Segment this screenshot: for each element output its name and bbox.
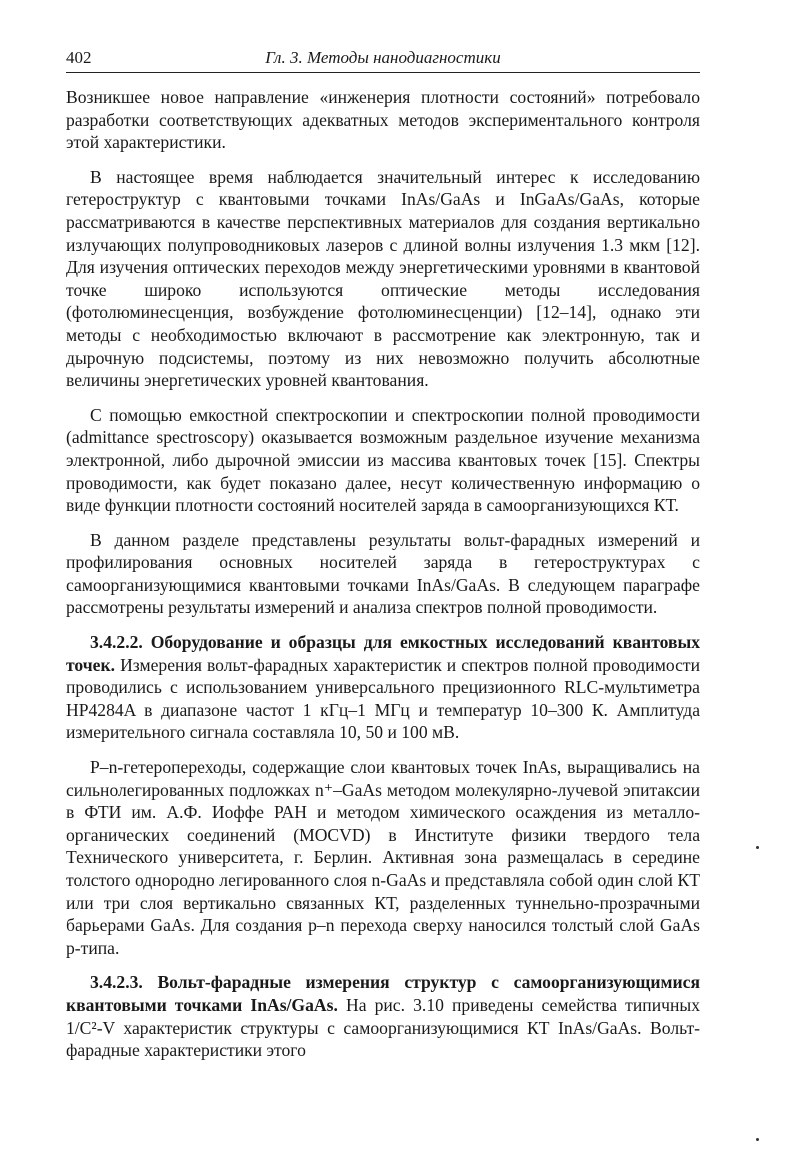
paragraph (66, 529, 700, 619)
paragraph-text: В данном разделе представлены результаты вольт-фарадных измерений и профилирования основных носителей заряда в гетероструктурах с самоорганизующимися квантовыми точками InAs/GaAs. В следующем параграфе рассмотрены результаты измерений и анализа спектров полной проводимости. (66, 529, 700, 618)
scan-speck (756, 846, 759, 849)
section-title: Вольт-фарадные измерения структур с самоорганизующимися квантовыми точками InAs/GaAs. (66, 972, 700, 1015)
page-header (66, 44, 700, 73)
paragraph-text: На рис. 3.10 приведены семейства типичных 1/C²-V характеристик структуры с самоорганизующимися КТ InAs/GaAs. Вольт-фарадные характеристики этого (66, 994, 700, 1061)
paragraph-text: P–n-гетеропереходы, содержащие слои квантовых точек InAs, выращивались на сильнолегированных подложках n⁺–GaAs методом молекулярно-лучевой эпитаксии в ФТИ им. А.Ф. Иоффе РАН и методом химического осаждения из металло-органических соединений (MOCVD) в Институте физики твердого тела Технического университета, г. Берлин. Активная зона размещалась в середине толстого однородно легированного слоя n-GaAs и представляла собой один слой КТ или три слоя вертикально связанных КТ, разделенных туннельно-прозрачными барьерами GaAs. Для создания p–n перехода сверху наносился толстый слой GaAs p-типа. (66, 757, 700, 958)
paragraph-text: Возникшее новое направление «инженерия плотности состояний» потребовало разработки соответствующих адекватных методов экспериментального контроля этой характеристики. (66, 87, 700, 153)
running-title: Гл. 3. Методы нанодиагностики (265, 48, 501, 67)
page-body (66, 86, 700, 1074)
page-number: 402 (66, 48, 92, 67)
paragraph-text: В настоящее время наблюдается значительный интерес к исследованию гетероструктур с квантовыми точками InAs/GaAs и InGaAs/GaAs, которые рассматриваются в качестве перспективных материалов для создания вертикально излучающих полупроводниковых лазеров с длиной волны излучения 1.3 мкм [12]. Для изучения оптических переходов между энергетическими уровнями в квантовой точке широко используются оптические методы исследования (фотолюминесценция, возбуждение фотолюминесценции) [12–14], однако эти методы с необходимостью включают в рассмотрение как электронную, так и дырочную подсистемы, поэтому из них невозможно получить абсолютные величины энергетических уровней квантования. (66, 166, 700, 391)
paragraph (66, 166, 700, 392)
paragraph (66, 404, 700, 517)
section-paragraph (66, 631, 700, 744)
section-paragraph (66, 971, 700, 1061)
paragraph (66, 86, 700, 154)
section-title: Оборудование и образцы для емкостных исследований квантовых точек. (66, 632, 701, 675)
section-number: 3.4.2.3. (90, 972, 143, 993)
paragraph-text: С помощью емкостной спектроскопии и спектроскопии полной проводимости (admittance spectroscopy) оказывается возможным раздельное изучение механизма электронной, либо дырочной эмиссии из массива квантовых точек [15]. Спектры проводимости, как будет показано далее, несут количественную информацию о виде функции плотности состояний носителей заряда в самоорганизующихся КТ. (66, 404, 700, 516)
section-number: 3.4.2.2. (90, 632, 143, 653)
scan-speck (756, 1138, 759, 1141)
paragraph (66, 756, 700, 959)
paragraph-text: Измерения вольт-фарадных характеристик и спектров полной проводимости проводились с использованием универсального прецизионного RLC-мультиметра HP4284A в диапазоне частот 1 кГц–1 МГц и температур 10–300 К. Амплитуда измерительного сигнала составляла 10, 50 и 100 мВ. (66, 654, 700, 743)
